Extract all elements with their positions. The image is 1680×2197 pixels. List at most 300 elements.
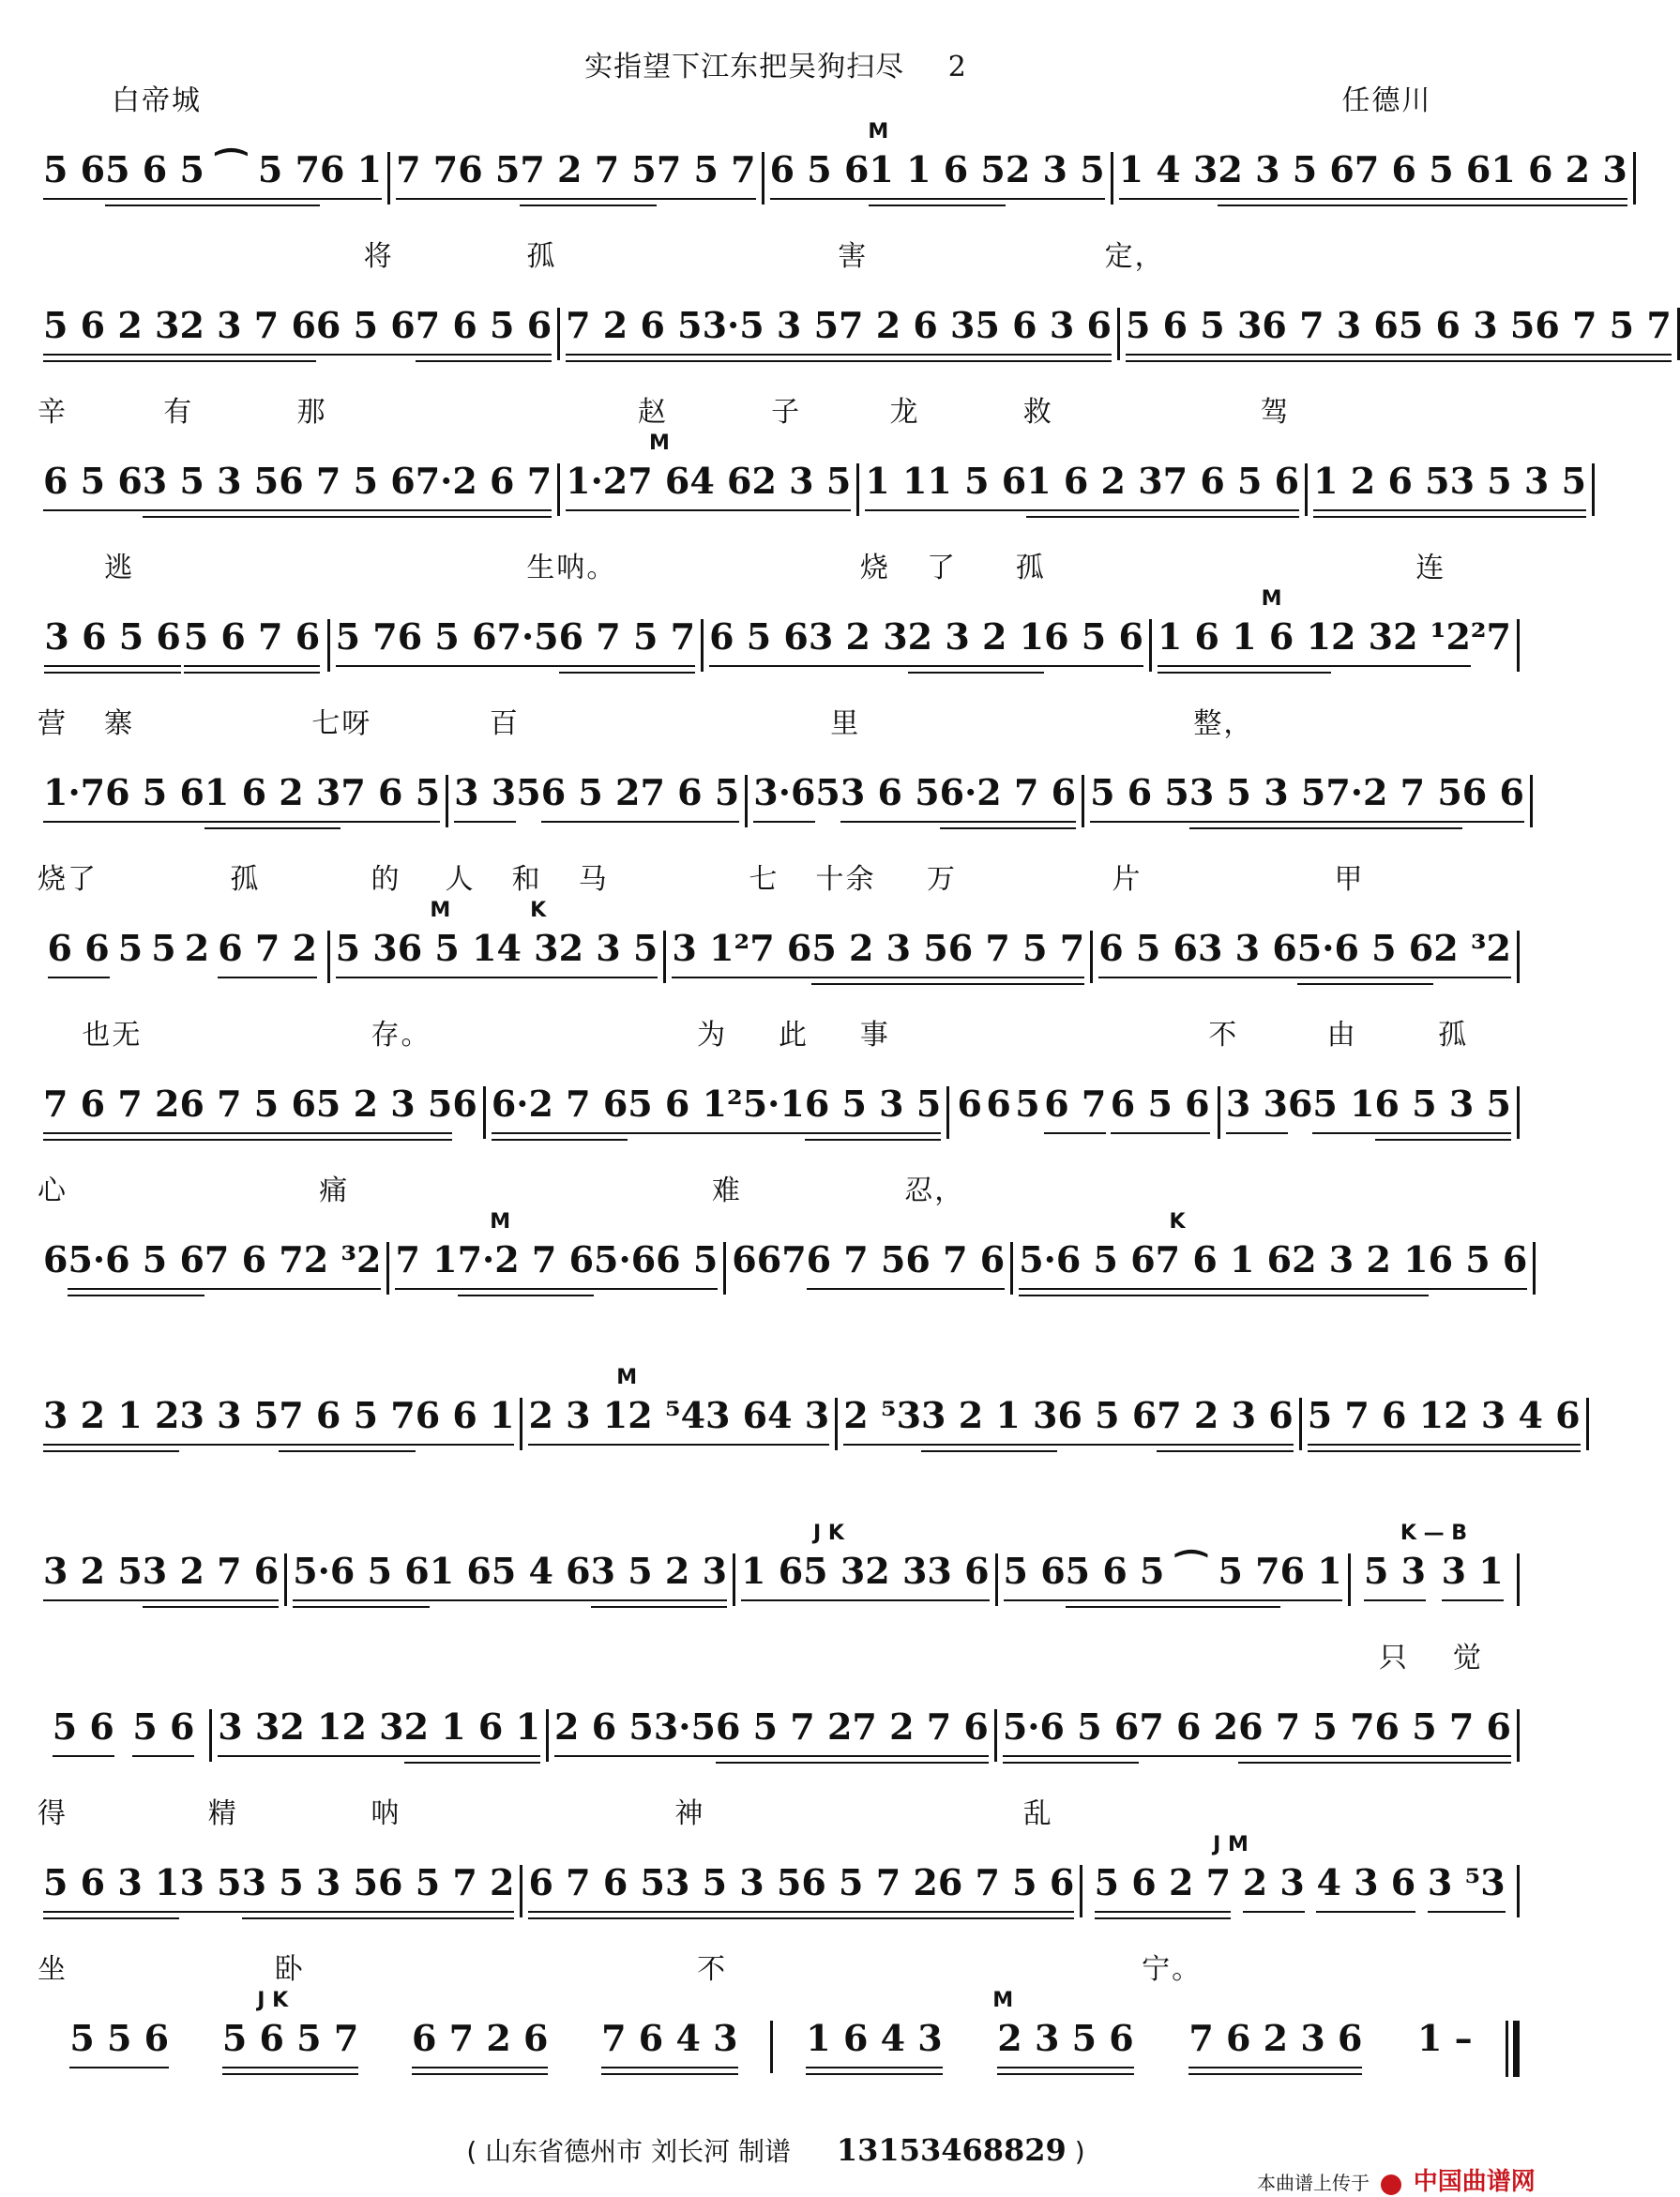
lyric-word: 的 bbox=[371, 863, 401, 896]
note-group: 6 bbox=[1287, 1083, 1313, 1125]
measure bbox=[38, 771, 446, 823]
score-system bbox=[38, 542, 1520, 698]
footer-phone: 13153468829 bbox=[836, 2132, 1067, 2168]
note-group: 6 5 3 5 bbox=[805, 1083, 941, 1134]
note-group: 6 7 6 5 bbox=[528, 1861, 664, 1913]
notes-row bbox=[38, 1083, 1520, 1152]
note-group: 7 2 7 6 bbox=[852, 1705, 988, 1757]
measure bbox=[522, 1861, 1080, 1913]
score-system bbox=[38, 386, 1587, 542]
note-group: 6 7 5 6 bbox=[279, 460, 415, 511]
measure bbox=[38, 1861, 520, 1913]
note-group: 5 6 2 7 bbox=[1095, 1861, 1231, 1913]
note-group: 3 5 3 5 bbox=[143, 460, 279, 511]
note-group: 2 3 5 bbox=[1006, 148, 1105, 200]
lyric-word: 营 bbox=[38, 707, 68, 740]
note-group: 6 7 5 bbox=[807, 1238, 906, 1290]
measure bbox=[560, 432, 856, 511]
note-group: 6 7 5 7 bbox=[559, 615, 695, 667]
lyric-word: 孤 bbox=[526, 240, 557, 273]
note-group: 6 5 6 bbox=[398, 615, 497, 667]
lyric-word: 寨 bbox=[104, 707, 135, 740]
lyric-word: 坐 bbox=[38, 1953, 68, 1986]
note-group: 3 3 bbox=[218, 1705, 280, 1757]
note-group: 3 2 1 2 bbox=[43, 1394, 179, 1446]
lyric-word: 生呐。 bbox=[526, 552, 617, 584]
lyric-word: 万 bbox=[927, 863, 957, 896]
lyric-word: 和 bbox=[511, 863, 542, 896]
note-group: 4 6 bbox=[689, 460, 751, 511]
lyric-word: 存。 bbox=[371, 1019, 431, 1052]
note-group: 6 5 6 bbox=[1057, 1394, 1157, 1446]
measure bbox=[1013, 1210, 1533, 1290]
lyric-word: 孤 bbox=[230, 863, 261, 896]
note-group: 5 3 bbox=[336, 927, 398, 978]
note-group: 4 3 6 bbox=[1316, 1861, 1415, 1913]
note-group: 6 5 7 6 bbox=[1375, 1705, 1511, 1757]
note-group: 3 5 3 5 bbox=[1450, 460, 1586, 511]
measure bbox=[998, 1550, 1348, 1601]
note-group: 6 7 6 bbox=[905, 1238, 1005, 1290]
measure bbox=[38, 1550, 284, 1601]
barline bbox=[1592, 463, 1595, 516]
note-group: 2 3 4 6 bbox=[1444, 1394, 1580, 1446]
note-group: 5 6 3 6 bbox=[976, 304, 1112, 356]
note-group: 3 6 bbox=[705, 1394, 767, 1446]
note-group: 6 5 2 bbox=[541, 771, 641, 823]
note-group: 7 6 1 6 bbox=[1156, 1238, 1292, 1290]
measure bbox=[949, 1083, 1218, 1134]
note-group: 6 5 6 bbox=[105, 771, 204, 823]
lyric-word: 此 bbox=[779, 1019, 809, 1052]
lyric-word: 马 bbox=[578, 863, 609, 896]
barline bbox=[1677, 308, 1680, 360]
measure bbox=[549, 1705, 994, 1757]
note-group: 5 6 bbox=[1004, 1550, 1066, 1601]
footer-close-paren: ) bbox=[1074, 2136, 1085, 2167]
measure bbox=[389, 1210, 723, 1290]
note-group: 6 5 7 2 bbox=[378, 1861, 514, 1913]
notes-row bbox=[38, 1210, 1528, 1308]
ornament-mark: M bbox=[648, 432, 670, 455]
note-group: 6 5 3 5 bbox=[1375, 1083, 1511, 1134]
measure bbox=[390, 148, 761, 200]
note-group: 5 6 5 7 bbox=[222, 2017, 358, 2068]
note-group: 5 6 5 3 bbox=[1126, 304, 1262, 356]
measure bbox=[448, 771, 745, 823]
note-group: 6 5 6 bbox=[316, 304, 416, 356]
lyric-word: 卧 bbox=[274, 1953, 305, 1986]
note-group: 3 5 3 5 bbox=[665, 1861, 801, 1913]
note-group: 5 6 bbox=[43, 148, 105, 200]
note-group: 5 6 3 5 bbox=[1399, 304, 1535, 356]
measure bbox=[764, 120, 1111, 200]
note-group: 6 7 3 6 bbox=[1262, 304, 1398, 356]
measure bbox=[1220, 1083, 1517, 1134]
lyric-word: 辛 bbox=[38, 396, 68, 429]
lyrics-row bbox=[38, 1321, 1520, 1370]
note-group: 5·6 5 6 bbox=[1003, 1705, 1139, 1757]
note-group: 3 3 bbox=[454, 771, 516, 823]
measure bbox=[330, 615, 701, 667]
note-group: 6 bbox=[756, 1238, 782, 1280]
note-group: 3 6 5 bbox=[840, 771, 940, 823]
notes-row bbox=[38, 1522, 1520, 1619]
barline bbox=[1517, 1709, 1520, 1762]
note-group: 7 6 5 6 bbox=[416, 304, 552, 356]
notes-row bbox=[38, 1705, 1520, 1775]
score-system bbox=[38, 1321, 1581, 1477]
note-group: 2 3 bbox=[865, 1550, 927, 1601]
lyric-word: 为 bbox=[697, 1019, 728, 1052]
lyric-word: 神 bbox=[674, 1797, 705, 1830]
ornament-mark: M bbox=[1261, 587, 1282, 611]
note-group: 5·6 5 6 bbox=[1019, 1238, 1155, 1290]
note-group: 5 bbox=[151, 927, 176, 969]
note-group: 6 7 2 6 bbox=[412, 2017, 548, 2068]
note-group: 3 2 7 6 bbox=[143, 1550, 279, 1601]
note-group: 3 3 5 bbox=[179, 1394, 279, 1446]
lyric-word: 得 bbox=[38, 1797, 68, 1830]
note-group: 2 bbox=[184, 927, 210, 969]
note-group: ²5·1 bbox=[727, 1083, 805, 1134]
upload-watermark bbox=[1257, 2162, 1536, 2197]
note-group: 6 6 bbox=[1462, 771, 1524, 823]
lyrics-row bbox=[38, 854, 1520, 902]
note-group: 2 3 bbox=[1243, 1861, 1305, 1913]
note-group: 6 5 1 bbox=[398, 927, 497, 978]
score-system bbox=[38, 1009, 1520, 1165]
note-group: 5 6 2 3 bbox=[43, 304, 179, 356]
barline bbox=[1517, 931, 1520, 983]
note-group: 6 5 6 bbox=[709, 615, 809, 667]
note-group: 1 6 2 3 bbox=[1491, 148, 1627, 200]
note-group: 7 2 6 3 bbox=[839, 304, 975, 356]
note-group: 2 3 5 bbox=[559, 927, 658, 978]
notes-row bbox=[38, 771, 1524, 841]
lyric-word: 精 bbox=[207, 1797, 238, 1830]
lyrics-row bbox=[38, 1788, 1520, 1837]
lyric-word: 孤 bbox=[1438, 1019, 1469, 1052]
measure bbox=[859, 460, 1305, 511]
note-group: 5·6 5 6 bbox=[293, 1550, 429, 1601]
lyric-word: 人 bbox=[445, 863, 476, 896]
note-group: 5 4 6 bbox=[492, 1550, 591, 1601]
note-group: 2 ⁵3 bbox=[843, 1394, 921, 1446]
measure bbox=[1084, 771, 1530, 823]
note-group: ²7 bbox=[1470, 615, 1511, 658]
note-group: 1 2 6 5 bbox=[1313, 460, 1449, 511]
brand-name: 中国曲谱网 bbox=[1413, 2168, 1536, 2196]
lyric-word: 将 bbox=[363, 240, 394, 273]
note-group: 3 1 bbox=[1442, 1550, 1504, 1601]
note-group: 3 3 6 bbox=[1198, 927, 1297, 978]
note-group: 3·6 bbox=[753, 771, 815, 823]
note-group: 3 3 bbox=[1226, 1083, 1288, 1134]
note-group: 7 6 5 bbox=[641, 771, 740, 823]
note-group: 5 5 6 bbox=[69, 2017, 169, 2068]
note-group: 7 2 7 5 bbox=[520, 148, 656, 200]
measure bbox=[704, 615, 1149, 667]
lyric-word: 百 bbox=[489, 707, 520, 740]
lyric-word: 宁。 bbox=[1142, 1953, 1203, 1986]
note-group: 1 5 6 bbox=[927, 460, 1026, 511]
measure bbox=[726, 1238, 1010, 1290]
note-group: 2 3 2 1 bbox=[908, 615, 1044, 667]
lyric-word: 那 bbox=[296, 396, 327, 429]
lyric-word: 呐 bbox=[371, 1797, 401, 1830]
measure bbox=[1152, 587, 1517, 667]
note-group: 6 bbox=[986, 1083, 1011, 1125]
measure bbox=[1082, 1833, 1517, 1913]
note-group: 6 5 6 bbox=[1111, 1083, 1210, 1134]
lyric-word: 烧了 bbox=[38, 863, 98, 896]
measure bbox=[773, 1989, 1506, 2068]
notes-row bbox=[38, 1989, 1520, 2086]
note-group: 2 6 5 bbox=[554, 1705, 654, 1757]
measure bbox=[748, 771, 1082, 823]
note-group: 5 3 bbox=[1364, 1550, 1426, 1601]
note-group: 7 6 4 3 bbox=[601, 2017, 737, 2068]
note-group: 5·6 5 6 bbox=[68, 1238, 204, 1290]
footer-credit-text: 山东省德州市 刘长河 制谱 bbox=[485, 2136, 791, 2167]
note-group: 2 ³2 bbox=[1433, 927, 1511, 978]
note-group: 4 3 bbox=[497, 927, 559, 978]
lyric-word: 龙 bbox=[889, 396, 920, 429]
final-barline bbox=[1506, 2021, 1520, 2077]
lyrics-row bbox=[38, 1477, 1520, 1525]
note-group: 7 1 bbox=[395, 1238, 457, 1290]
lyrics-row bbox=[38, 542, 1520, 591]
ornament-mark: J M bbox=[1213, 1833, 1249, 1856]
note-group: 7·2 7 5 bbox=[1325, 771, 1461, 823]
measure bbox=[522, 1366, 835, 1446]
note-group: 2 3 bbox=[341, 1705, 403, 1757]
lyric-word: 觉 bbox=[1452, 1642, 1483, 1674]
note-group: 7 6 5 7 bbox=[279, 1394, 415, 1446]
measure bbox=[1308, 460, 1592, 511]
lyrics-row bbox=[38, 698, 1520, 747]
score-system bbox=[38, 854, 1520, 1009]
note-group: 7·2 6 7 bbox=[416, 460, 552, 511]
barline bbox=[1517, 1553, 1520, 1606]
lyric-word: 任德川 bbox=[1341, 84, 1432, 117]
lyrics-row bbox=[38, 386, 1520, 435]
note-group: 5 6 bbox=[53, 1705, 114, 1757]
lyrics-row bbox=[38, 1165, 1520, 1214]
note-group: 7 2 6 5 bbox=[566, 304, 702, 356]
measure bbox=[38, 1394, 520, 1446]
note-group: 3 5 3 5 bbox=[1189, 771, 1325, 823]
note-group: ²7 6 bbox=[734, 927, 812, 978]
ornament-mark: M bbox=[430, 899, 451, 922]
score-system bbox=[38, 1788, 1520, 1944]
note-group: 6 5 bbox=[656, 1238, 718, 1290]
note-group: 6 7 5 7 bbox=[1238, 1705, 1374, 1757]
lyric-word: 救 bbox=[1022, 396, 1053, 429]
lyrics-row bbox=[38, 1632, 1520, 1681]
measure bbox=[1302, 1394, 1586, 1446]
note-group: 2 3 5 6 bbox=[997, 2017, 1133, 2068]
note-group: 5 6 7 6 bbox=[184, 615, 320, 667]
note-group: 1 6 2 3 bbox=[1026, 460, 1162, 511]
brand-logo-icon bbox=[1381, 2174, 1401, 2195]
measure bbox=[997, 1705, 1517, 1757]
measure bbox=[560, 304, 1117, 356]
lyric-word: 难 bbox=[711, 1174, 742, 1207]
note-group: 2 3 1 bbox=[528, 1394, 628, 1446]
note-group: 6 7 bbox=[1044, 1083, 1106, 1134]
lyric-word: 忍， bbox=[904, 1174, 965, 1207]
upload-text: 本曲谱上传于 bbox=[1257, 2172, 1370, 2194]
note-group: 6 7 5 7 bbox=[948, 927, 1084, 978]
note-group: 7·2 7 6 bbox=[458, 1238, 594, 1290]
measure bbox=[38, 927, 327, 978]
score-system bbox=[38, 1165, 1528, 1321]
note-group: 6 7 5 7 bbox=[1535, 304, 1671, 356]
score-system bbox=[38, 1632, 1520, 1788]
ornament-mark: M bbox=[868, 120, 889, 144]
notes-row bbox=[38, 432, 1587, 529]
barline bbox=[1533, 1242, 1536, 1295]
note-group: 3 5 bbox=[179, 1861, 241, 1913]
note-group: 7 6 2 bbox=[1139, 1705, 1238, 1757]
lyrics-row bbox=[38, 231, 1520, 280]
note-group: 3 5 3 5 bbox=[242, 1861, 378, 1913]
ornament-mark: K — B bbox=[1400, 1522, 1468, 1545]
lyric-word: 定， bbox=[1104, 240, 1165, 273]
measure bbox=[38, 615, 327, 667]
measure bbox=[1351, 1522, 1517, 1601]
lyric-word: 了 bbox=[927, 552, 957, 584]
score-body bbox=[38, 75, 1672, 2099]
measure bbox=[38, 1238, 386, 1290]
note-group: 6 bbox=[957, 1083, 982, 1125]
lyric-word: 事 bbox=[859, 1019, 890, 1052]
note-group: 7 bbox=[781, 1238, 807, 1280]
lyrics-row bbox=[38, 75, 1520, 124]
measure bbox=[38, 148, 387, 200]
lyric-word: 子 bbox=[771, 396, 802, 429]
note-group: 2 3 5 6 bbox=[1218, 148, 1354, 200]
note-group: 6 5 6 bbox=[1098, 927, 1198, 978]
note-group: 6 7 5 6 bbox=[938, 1861, 1074, 1913]
measure bbox=[38, 1083, 483, 1134]
lyric-word: 有 bbox=[163, 396, 194, 429]
lyric-word: 七呀 bbox=[311, 707, 372, 740]
ornament-mark: K bbox=[530, 899, 547, 922]
note-group: 6 bbox=[732, 1238, 757, 1280]
lyric-word: 连 bbox=[1415, 552, 1446, 584]
score-system bbox=[38, 231, 1672, 386]
note-group: 7 6 2 3 6 bbox=[1188, 2017, 1362, 2068]
note-group: 3 1 bbox=[672, 927, 734, 978]
measure bbox=[38, 1989, 770, 2068]
note-group: 5 6 5 bbox=[1090, 771, 1189, 823]
note-group: 6 5 6 bbox=[1044, 615, 1143, 667]
lyric-word: 七 bbox=[749, 863, 779, 896]
note-group: 7 6 bbox=[628, 460, 689, 511]
measure bbox=[666, 927, 1090, 978]
note-group: 5 7 6 1 bbox=[1308, 1394, 1444, 1446]
measure bbox=[1113, 148, 1633, 200]
barline bbox=[1517, 1086, 1520, 1139]
note-group: 2 1 bbox=[280, 1705, 341, 1757]
notes-row bbox=[38, 120, 1627, 218]
note-group: 2 ³2 bbox=[304, 1238, 382, 1290]
lyric-word: 乱 bbox=[1022, 1797, 1053, 1830]
notes-row bbox=[38, 1366, 1581, 1463]
note-group: 3·5 3 5 bbox=[703, 304, 839, 356]
note-group: 5 6 5 ⁀ 5 7 bbox=[1066, 1550, 1280, 1601]
notes-row bbox=[38, 1833, 1520, 1931]
note-group: 2 ¹2 bbox=[1393, 615, 1471, 667]
barline bbox=[1586, 1398, 1589, 1450]
note-group: 1 6 2 3 bbox=[204, 771, 341, 823]
note-group: 6·2 7 6 bbox=[492, 1083, 628, 1134]
note-group: 3 2 5 bbox=[43, 1550, 143, 1601]
lyric-word: 里 bbox=[830, 707, 861, 740]
note-group: 2 1 6 1 bbox=[404, 1705, 540, 1757]
measure bbox=[1120, 304, 1677, 356]
lyric-word: 烧 bbox=[859, 552, 890, 584]
note-group: 5 6 1 bbox=[628, 1083, 727, 1134]
note-group: 5 3 bbox=[803, 1550, 865, 1601]
barline bbox=[1517, 619, 1520, 672]
ornament-mark: M bbox=[490, 1210, 511, 1234]
note-group: 6 5 6 bbox=[770, 148, 870, 200]
note-group: 6 5 6 bbox=[43, 460, 143, 511]
ornament-mark: M bbox=[992, 1989, 1014, 2012]
note-group: 7 6 5 6 bbox=[1163, 460, 1299, 511]
lyric-word: 逃 bbox=[104, 552, 135, 584]
measure bbox=[287, 1550, 733, 1601]
lyric-word: 甲 bbox=[1334, 863, 1365, 896]
lyrics-row bbox=[38, 1944, 1520, 1992]
ornament-mark: J K bbox=[257, 1989, 289, 2012]
note-group: 1·7 bbox=[43, 771, 105, 823]
note-group: 2 3 5 bbox=[752, 460, 852, 511]
note-group: 7 6 5 6 bbox=[1355, 148, 1491, 200]
note-group: 6·2 7 6 bbox=[940, 771, 1076, 823]
note-group: 7 7 bbox=[396, 148, 458, 200]
note-group: 1 4 3 bbox=[1119, 148, 1218, 200]
note-group: 6 5 7 2 bbox=[716, 1705, 852, 1757]
note-group: 6 1 bbox=[1280, 1550, 1342, 1601]
note-group: 6 bbox=[452, 1083, 477, 1125]
note-group: 7 6 7 bbox=[204, 1238, 304, 1290]
note-group: 1 6 4 3 bbox=[806, 2017, 942, 2068]
measure bbox=[1093, 927, 1517, 978]
note-group: 5 2 3 5 bbox=[811, 927, 947, 978]
note-group: 6 5 6 bbox=[1429, 1238, 1528, 1290]
score-system bbox=[38, 1944, 1520, 2099]
score-system bbox=[38, 75, 1627, 231]
note-group: 6 7 5 6 bbox=[179, 1083, 315, 1134]
note-group: 2 3 bbox=[1331, 615, 1393, 667]
ornament-mark: K bbox=[1169, 1210, 1186, 1234]
note-group: 7 2 3 6 bbox=[1157, 1394, 1293, 1446]
barline bbox=[1633, 152, 1636, 205]
score-system bbox=[38, 1477, 1520, 1632]
notes-row bbox=[38, 304, 1672, 373]
lyric-word: 驾 bbox=[1260, 396, 1291, 429]
note-group: 2 3 2 1 bbox=[1292, 1238, 1428, 1290]
lyric-word: 整， bbox=[1193, 707, 1254, 740]
note-group: 7 5 7 bbox=[657, 148, 756, 200]
ornament-mark: M bbox=[616, 1366, 638, 1389]
note-group: 1 1 bbox=[865, 460, 927, 511]
